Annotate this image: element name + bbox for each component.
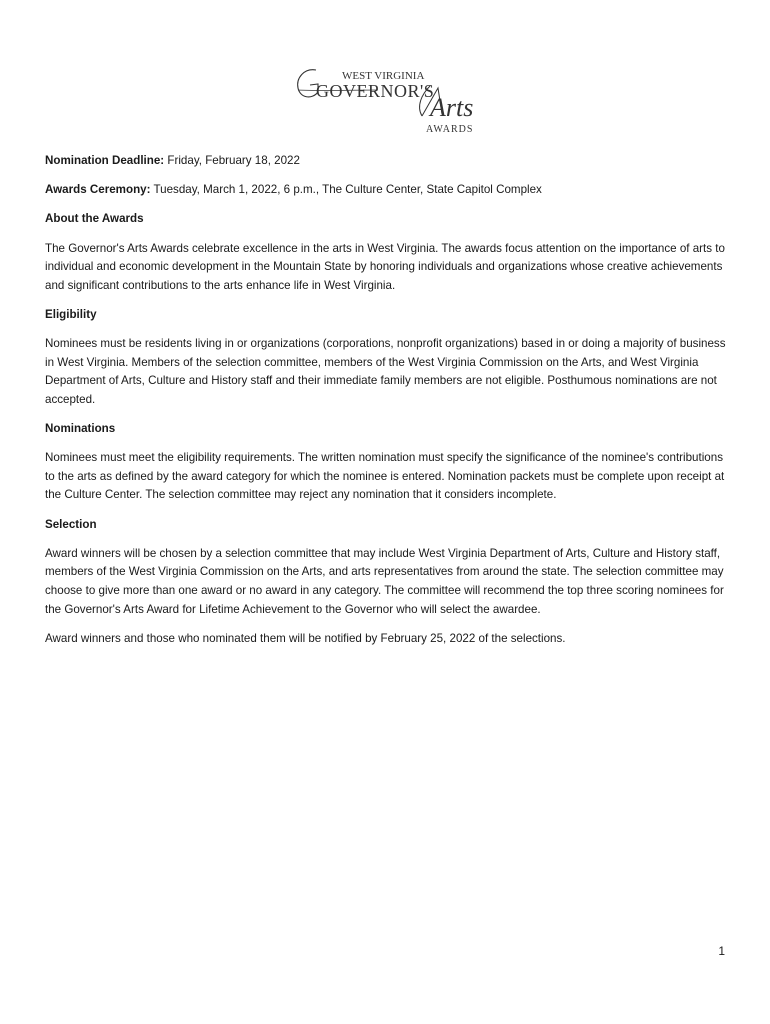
ceremony-label: Awards Ceremony:	[45, 183, 151, 197]
logo-line-awards: AWARDS	[426, 124, 474, 135]
eligibility-heading: Eligibility	[45, 307, 97, 321]
ceremony-value: Tuesday, March 1, 2022, 6 p.m., The Culture Center, State Capitol Complex	[153, 183, 542, 197]
selection-text: Award winners will be chosen by a selection committee that may include West Virginia Department of Arts, Culture and History staff, members of the West Virginia Commission on the Arts, and arts representatives from around the state. The selection committee may choose to give more than one award or no award in any category. The committee will recommend the top three scoring nominees for the Governor's Arts Award for Lifetime Achievement to the Governor who will select the awardee.	[45, 546, 724, 616]
logo-line-arts: Arts	[430, 93, 474, 122]
about-heading: About the Awards	[45, 212, 144, 226]
logo-line-governors: GOVERNOR'S	[316, 81, 435, 101]
nominations-heading: Nominations	[45, 422, 116, 436]
governors-arts-awards-logo	[290, 64, 490, 136]
about-text: The Governor's Arts Awards celebrate excellence in the arts in West Virginia. The awards focus attention on the importance of arts to individual and economic development in the Mountain State by honoring individuals and organizations whose creative achievements and significant contributions to the arts enhance life in West Virginia.	[45, 241, 725, 292]
awards-ceremony	[45, 181, 735, 200]
logo-line-state: WEST VIRGINIA	[342, 70, 425, 82]
document-body	[45, 152, 735, 659]
deadline-label: Nomination Deadline:	[45, 154, 165, 167]
selection-note: Award winners and those who nominated them will be notified by February 25, 2022 of the selections.	[45, 631, 566, 645]
deadline-value: Friday, February 18, 2022	[167, 154, 300, 167]
nominations-text: Nominees must meet the eligibility requirements. The written nomination must specify the significance of the nominee's contributions to the arts as defined by the award category for which the nominee is entered. Nomination packets must be complete upon receipt at the Culture Center. The selection committee may reject any nomination that it considers incomplete.	[45, 451, 725, 502]
selection-heading: Selection	[45, 517, 97, 531]
nomination-deadline	[45, 152, 735, 171]
eligibility-text: Nominees must be residents living in or organizations (corporations, nonprofit organizations) based in or doing a majority of business in West Virginia. Members of the selection committee, members of the West Virginia Commission on the Arts, and West Virginia Department of Arts, Culture and History staff and their immediate family members are not eligible. Posthumous nominations are not accepted.	[45, 337, 726, 406]
page-number: 1	[718, 944, 725, 958]
